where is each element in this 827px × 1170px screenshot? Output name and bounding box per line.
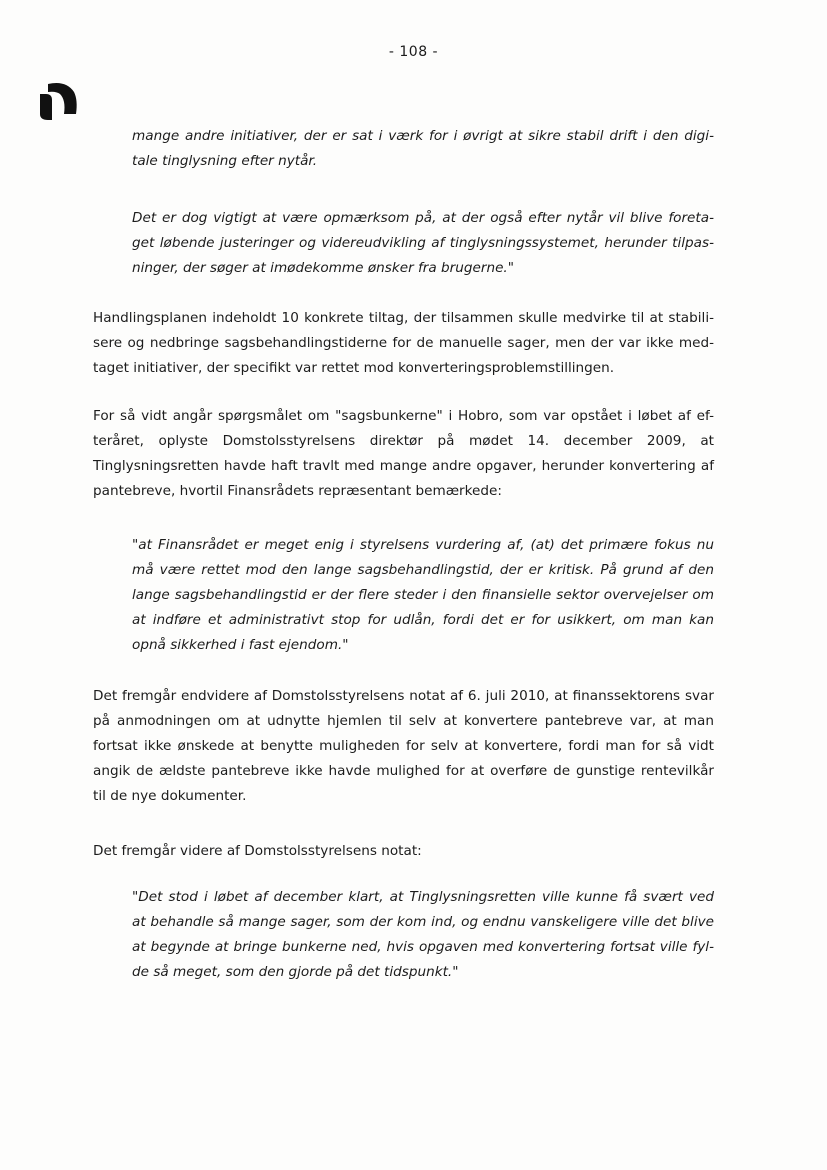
text-line: at behandle så mange sager, som der kom ind, og endnu vanskeligere ville det blive [132,914,714,930]
text-line: angik de ældste pantebreve ikke havde mulighed for at overføre de gunstige rentevilkår [93,763,714,779]
text-line: get løbende justeringer og videreudvikling af tinglysningssystemet, herunder tilpas- [132,235,714,251]
court-logo-icon [36,80,80,120]
paragraph-action-plan [93,306,714,381]
text-line: på anmodningen om at udnytte hjemlen til selv at konvertere pantebreve var, at man [93,713,714,729]
paragraph-notat-2010 [93,684,714,809]
text-line: de så meget, som den gjorde på det tidspunkt." [132,964,459,980]
text-line: Det fremgår videre af Domstolsstyrelsens notat: [93,843,422,859]
text-line: For så vidt angår spørgsmålet om "sagsbunkerne" i Hobro, som var opstået i løbet af ef- [93,408,714,424]
text-line: "at Finansrådet er meget enig i styrelsens vurdering af, (at) det primære fokus nu [132,537,714,553]
text-line: Handlingsplanen indeholdt 10 konkrete tiltag, der tilsammen skulle medvirke til at stabili- [93,310,714,326]
page-number: - 108 - [388,44,439,60]
text-line: lange sagsbehandlingstid er der flere steder i den finansielle sektor overvejelser om [132,587,714,603]
text-line: at begynde at bringe bunkerne ned, hvis opgaven med konvertering fortsat ville fyl- [132,939,714,955]
text-line: Tinglysningsretten havde haft travlt med mange andre opgaver, herunder konvertering af [93,458,714,474]
quote-finansraadet [132,533,714,658]
quote-december [132,885,714,985]
text-line: opnå sikkerhed i fast ejendom." [132,637,349,653]
quote-continuation [132,124,714,174]
text-line: sere og nedbringe sagsbehandlingstiderne for de manuelle sager, men der var ikke med- [93,335,714,351]
quote-adjustments [132,206,714,281]
text-line: pantebreve, hvortil Finansrådets repræsentant bemærkede: [93,483,502,499]
text-line: til de nye dokumenter. [93,788,247,804]
text-line: teråret, oplyste Domstolsstyrelsens direktør på mødet 14. december 2009, at [93,433,714,449]
paragraph-notat-intro [93,839,714,864]
text-line: ninger, der søger at imødekomme ønsker fra brugerne." [132,260,515,276]
text-line: må være rettet mod den lange sagsbehandlingstid, der er kritisk. På grund af den [132,562,714,578]
paragraph-hobro [93,404,714,504]
text-line: mange andre initiativer, der er sat i værk for i øvrigt at sikre stabil drift i den digi- [132,128,714,144]
text-line: "Det stod i løbet af december klart, at Tinglysningsretten ville kunne få svært ved [132,889,714,905]
text-line: tale tinglysning efter nytår. [132,153,318,169]
text-line: taget initiativer, der specifikt var rettet mod konverteringsproblemstillingen. [93,360,615,376]
text-line: Det er dog vigtigt at være opmærksom på, at der også efter nytår vil blive foreta- [132,210,714,226]
text-line: at indføre et administrativt stop for udlån, fordi det er for usikkert, om man kan [132,612,714,628]
text-line: fortsat ikke ønskede at benytte muligheden for selv at konvertere, fordi man for så vidt [93,738,714,754]
text-line: Det fremgår endvidere af Domstolsstyrelsens notat af 6. juli 2010, at finanssektorens svar [93,688,714,704]
